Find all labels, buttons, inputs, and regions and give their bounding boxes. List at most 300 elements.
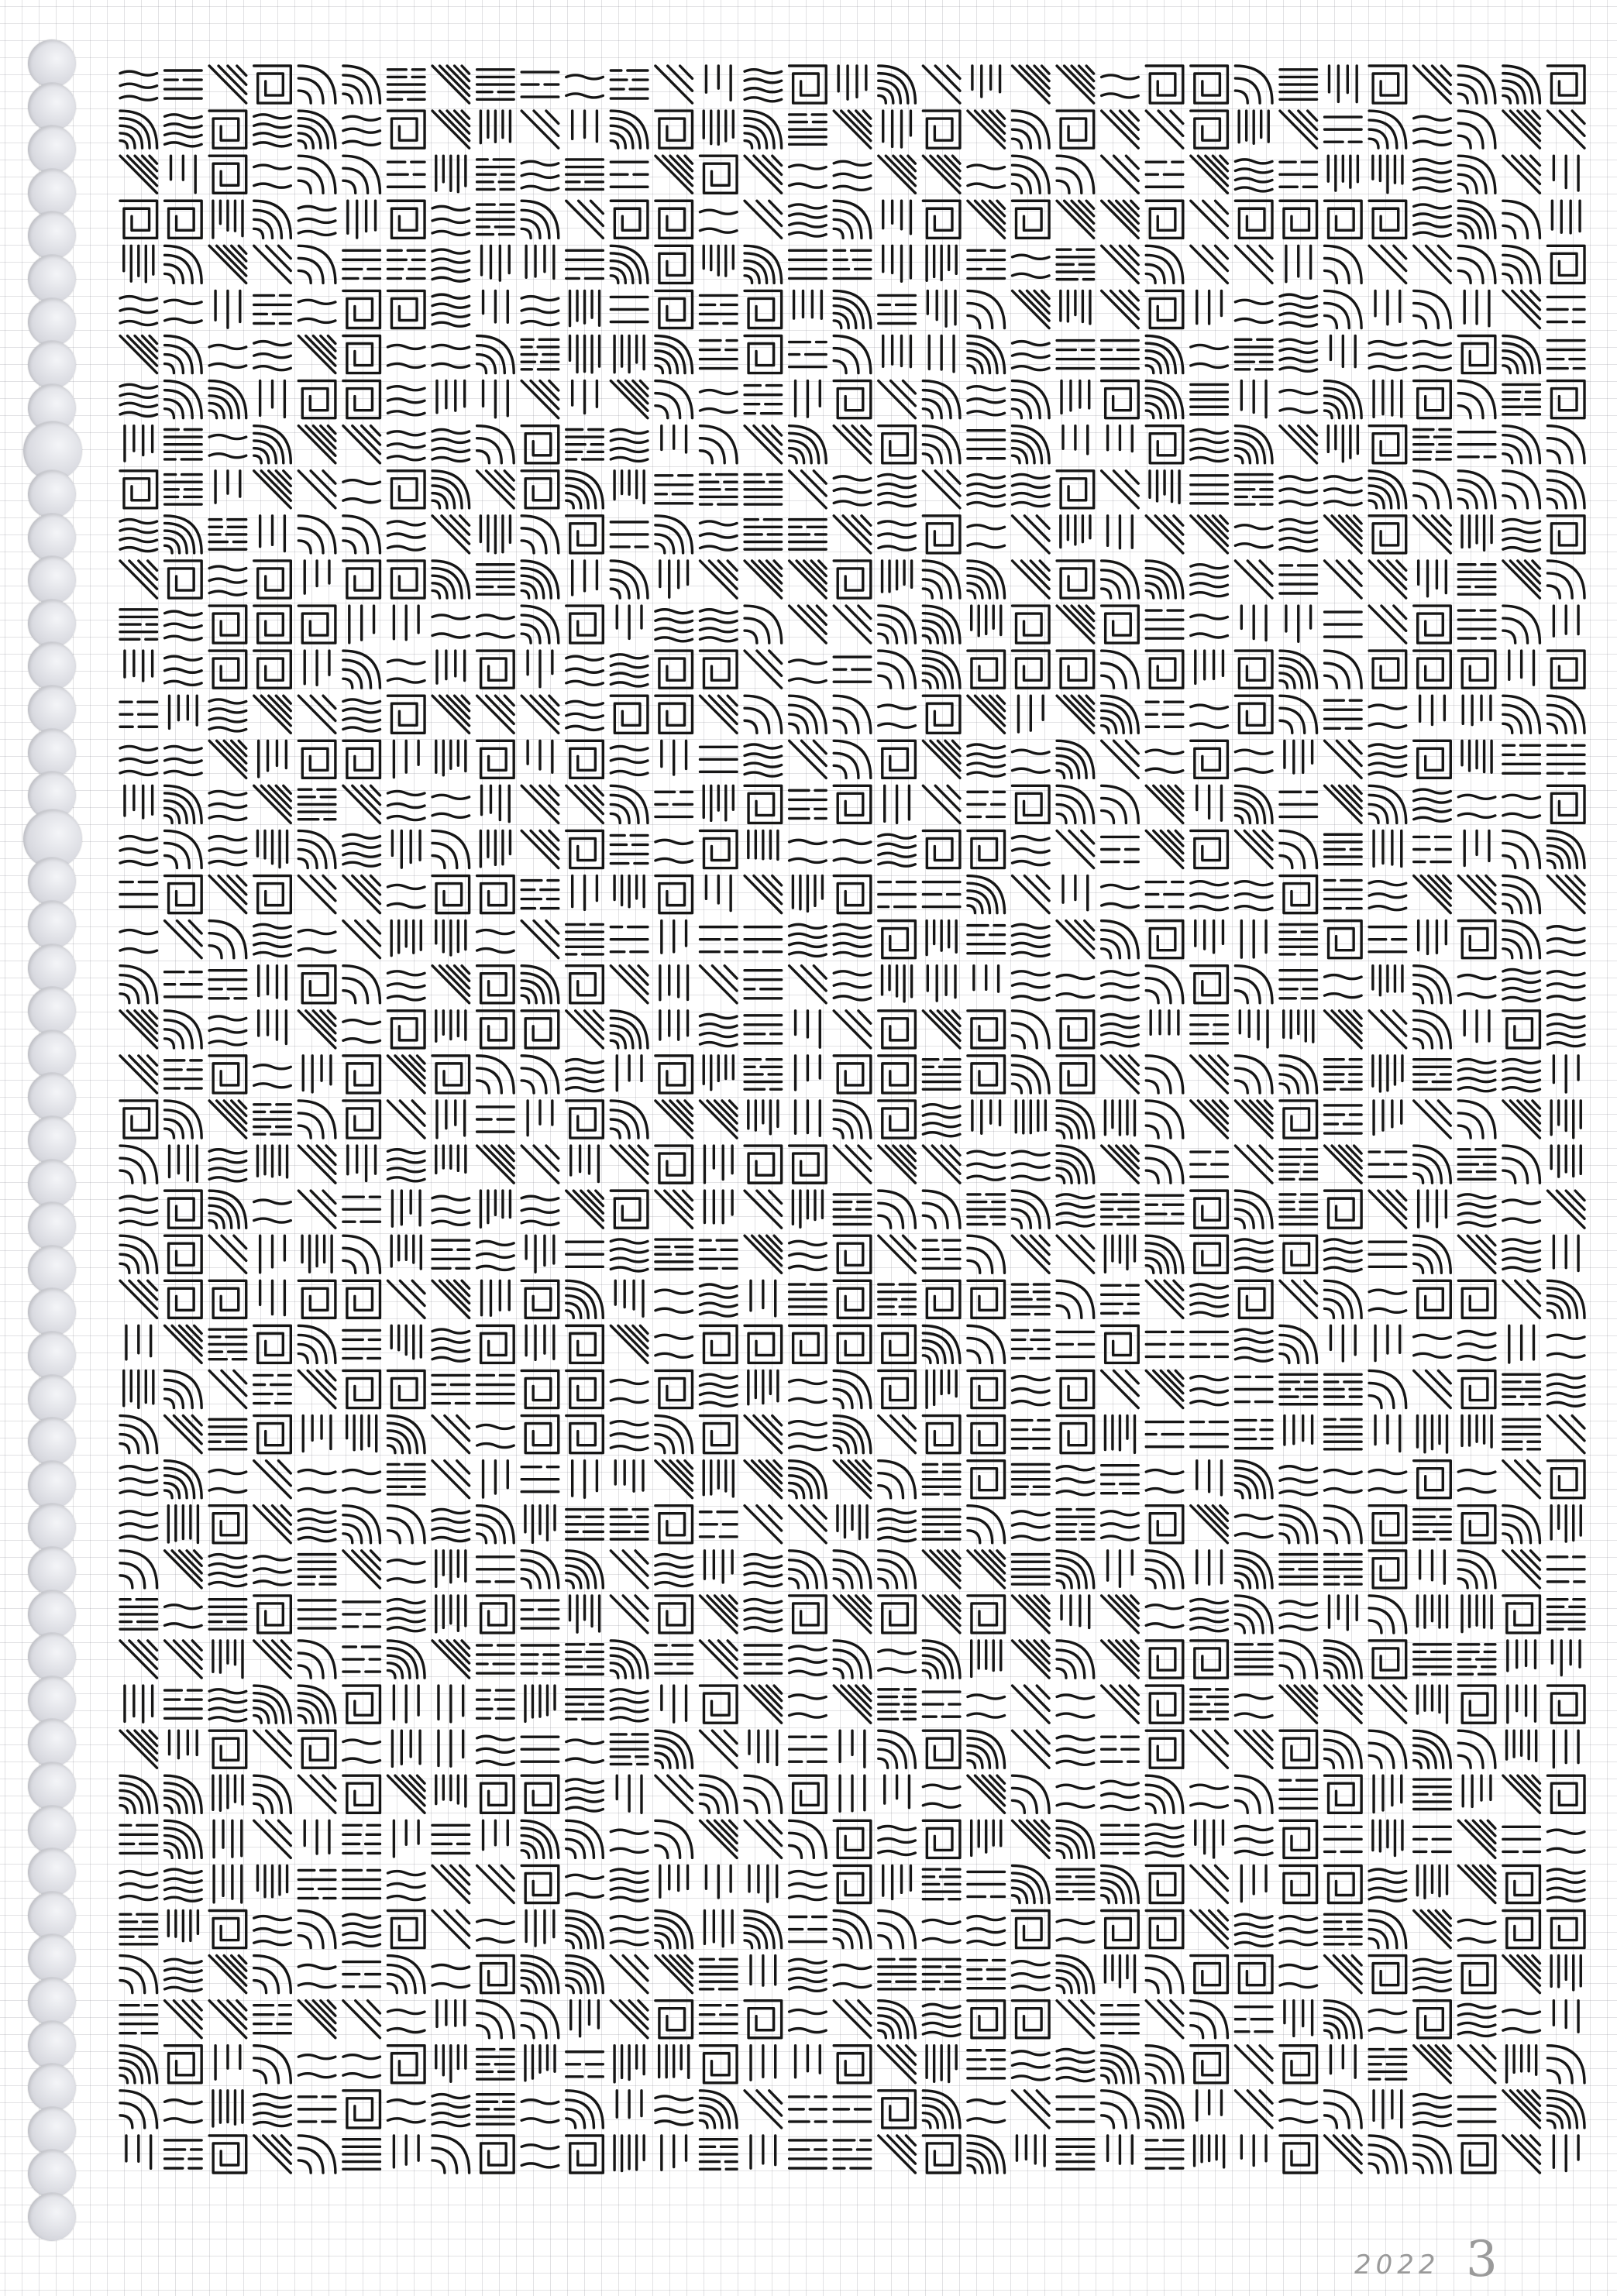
glyph-stroke [700,561,737,598]
glyph-stroke [257,1146,287,1177]
glyph-stroke [1547,1910,1584,1947]
glyph-stroke [521,561,559,598]
glyph-stroke [1325,1686,1362,1723]
glyph-stroke [343,561,380,598]
glyph-stroke [298,300,335,322]
glyph-stroke [611,655,648,686]
glyph-stroke [1280,162,1317,187]
glyph-stroke [477,2095,514,2124]
glyph-stroke [1414,160,1451,191]
glyph-stroke [834,785,871,823]
glyph-stroke [879,426,916,463]
glyph-stroke [209,971,246,998]
binder-hole [28,556,76,604]
glyph-stroke [1108,2136,1133,2164]
glyph-stroke [213,1641,243,1678]
glyph-stroke [968,1236,1005,1273]
glyph-stroke [1547,876,1584,913]
glyph-stroke [387,791,425,820]
glyph-stroke [611,1734,648,1764]
glyph-stroke [209,111,246,148]
glyph-stroke [1191,1236,1228,1273]
glyph-stroke [745,2001,782,2038]
glyph-stroke [794,290,822,318]
glyph-stroke [437,381,465,413]
glyph-stroke [1235,1596,1272,1633]
glyph-stroke [298,696,335,733]
glyph-stroke [655,1146,693,1183]
glyph-stroke [1503,201,1540,238]
glyph-stroke [1414,1827,1451,1851]
glyph-stroke [483,381,508,418]
glyph-stroke [1369,1686,1406,1723]
glyph-stroke [1458,432,1495,457]
glyph-stroke [1325,290,1362,328]
glyph-stroke [879,651,916,688]
glyph-stroke [1547,1191,1584,1228]
glyph-stroke [745,696,782,733]
glyph-stroke [923,1325,960,1363]
glyph-stroke [526,1236,554,1272]
glyph-stroke [298,206,335,235]
glyph-stroke [387,1600,425,1631]
glyph-stroke [521,426,559,463]
glyph-stroke [165,972,202,997]
glyph-stroke [879,1461,916,1498]
glyph-stroke [1414,2001,1451,2038]
glyph-stroke [1013,1961,1050,1990]
glyph-stroke [1191,830,1228,868]
glyph-stroke [1280,476,1317,505]
glyph-stroke [165,876,202,913]
glyph-stroke [477,1865,514,1902]
glyph-stroke [927,2046,956,2082]
glyph-stroke [209,1689,246,1721]
glyph-stroke [477,2136,514,2173]
glyph-stroke [1102,381,1139,418]
glyph-stroke [432,696,470,733]
glyph-stroke [1191,246,1228,283]
glyph-stroke [793,1191,822,1227]
glyph-stroke [927,921,956,955]
glyph-stroke [120,1011,157,1048]
glyph-stroke [1373,1820,1402,1855]
glyph-stroke [436,1551,466,1586]
glyph-stroke [214,1865,242,1902]
glyph-stroke [879,1101,916,1138]
glyph-stroke [885,1775,910,1807]
glyph-stroke [1553,2136,1578,2171]
glyph-stroke [968,1194,1005,1224]
glyph-stroke [923,785,960,823]
glyph-stroke [662,921,686,954]
glyph-stroke [254,246,291,283]
glyph-stroke [480,111,510,143]
glyph-stroke [209,66,246,103]
glyph-stroke [968,2136,1005,2173]
glyph-stroke [1280,1056,1317,1093]
glyph-stroke [521,830,559,868]
glyph-stroke [521,516,559,553]
binder-hole [28,1073,76,1121]
glyph-stroke [1013,1236,1050,1273]
glyph-stroke [436,2046,466,2082]
glyph-stroke [1458,2097,1495,2122]
glyph-stroke [1235,1731,1272,1768]
glyph-stroke [1551,1101,1581,1138]
glyph-stroke [1280,390,1317,413]
glyph-stroke [521,1645,559,1673]
glyph-stroke [1241,921,1266,957]
glyph-stroke [298,1470,335,1493]
glyph-stroke [573,111,597,142]
glyph-stroke [391,1236,421,1269]
glyph-stroke [298,1965,335,1988]
glyph-stroke [298,1280,335,1318]
glyph-stroke [879,1236,916,1273]
binder-hole [28,211,76,260]
glyph-stroke [968,1461,1005,1498]
glyph-stroke [168,1910,198,1940]
glyph-stroke [1285,1416,1313,1445]
glyph-stroke [790,115,827,144]
glyph-stroke [432,966,470,1003]
glyph-stroke [1325,834,1362,864]
glyph-stroke [298,876,335,913]
glyph-stroke [254,1686,291,1723]
glyph-stroke [796,1011,821,1047]
glyph-stroke [120,882,157,907]
glyph-stroke [298,2097,335,2122]
glyph-stroke [1462,1416,1491,1448]
binder-hole [28,1676,76,1724]
glyph-stroke [1191,1422,1228,1447]
glyph-stroke [1553,2001,1578,2033]
glyph-stroke [1547,1686,1584,1723]
glyph-stroke [254,342,291,370]
glyph-stroke [749,1731,777,1765]
glyph-stroke [1102,201,1139,238]
glyph-stroke [1191,1377,1228,1405]
glyph-stroke [566,1875,604,1897]
glyph-stroke [923,561,960,598]
glyph-stroke [343,1825,380,1853]
binder-hole [28,1934,76,1982]
glyph-stroke [1503,1910,1540,1947]
glyph-stroke [1280,1820,1317,1858]
glyph-stroke [1419,921,1447,954]
glyph-stroke [1503,1865,1540,1902]
glyph-stroke [209,1280,246,1318]
glyph-stroke [1013,1056,1050,1093]
glyph-stroke [260,381,285,418]
glyph-stroke [1503,1239,1540,1271]
glyph-stroke [343,1370,380,1408]
glyph-stroke [1419,561,1447,596]
glyph-stroke [477,205,514,234]
glyph-stroke [477,876,514,913]
glyph-stroke [120,1600,157,1629]
glyph-stroke [974,966,999,992]
glyph-stroke [1369,1910,1406,1947]
glyph-stroke [1146,651,1183,688]
glyph-stroke [1507,2046,1536,2082]
glyph-stroke [834,924,871,956]
glyph-stroke [655,840,693,862]
glyph-stroke [745,246,782,283]
glyph-stroke [655,476,693,504]
glyph-stroke [1146,1422,1183,1447]
glyph-stroke [1547,1830,1584,1852]
glyph-stroke [834,876,871,913]
glyph-stroke [171,156,196,193]
glyph-stroke [477,696,514,733]
glyph-stroke [432,615,470,638]
glyph-stroke [700,1775,737,1813]
glyph-stroke [1057,1956,1094,1993]
glyph-stroke [1102,341,1139,369]
glyph-stroke [566,471,604,508]
glyph-stroke [1508,1686,1536,1723]
glyph-stroke [432,249,470,281]
glyph-stroke [209,2136,246,2173]
glyph-stroke [254,1556,291,1585]
glyph-stroke [1280,1325,1317,1363]
glyph-stroke [1547,971,1584,1000]
glyph-stroke [968,1961,1005,1988]
glyph-stroke [521,1011,559,1048]
glyph-stroke [525,1506,555,1543]
glyph-stroke [254,66,291,103]
glyph-stroke [432,1910,470,1947]
glyph-stroke [790,840,827,862]
glyph-stroke [1102,1686,1139,1723]
glyph-stroke [883,111,911,147]
glyph-stroke [1280,2046,1317,2083]
glyph-stroke [573,381,597,414]
glyph-stroke [745,1686,782,1723]
glyph-stroke [790,1461,827,1498]
glyph-stroke [1285,741,1313,773]
glyph-stroke [611,1551,648,1588]
glyph-stroke [254,1956,291,1993]
glyph-stroke [1013,924,1050,956]
glyph-stroke [834,1461,871,1498]
glyph-stroke [611,111,648,148]
glyph-stroke [1146,1195,1183,1223]
glyph-stroke [611,1380,648,1402]
glyph-stroke [298,1101,335,1138]
glyph-stroke [1057,1101,1094,1138]
glyph-stroke [1280,1374,1317,1404]
glyph-stroke [120,2091,157,2128]
glyph-stroke [1197,1551,1222,1585]
glyph-stroke [1286,606,1311,641]
glyph-stroke [477,160,514,189]
glyph-stroke [343,2091,380,2128]
glyph-stroke [1197,785,1222,820]
glyph-stroke [1417,1416,1447,1452]
glyph-stroke [745,1191,782,1228]
glyph-stroke [700,2046,737,2083]
glyph-stroke [1102,156,1139,193]
glyph-stroke [165,2046,202,2083]
glyph-stroke [879,606,916,643]
glyph-stroke [1105,1956,1134,1992]
glyph-stroke [432,429,470,461]
glyph-stroke [1235,1956,1272,1993]
glyph-stroke [120,1641,157,1678]
glyph-stroke [655,1555,693,1586]
glyph-stroke [1235,1914,1272,1946]
glyph-stroke [1325,1374,1362,1404]
glyph-stroke [611,1011,648,1048]
glyph-stroke [1013,290,1050,328]
glyph-stroke [521,1820,559,1858]
glyph-stroke [1063,426,1088,454]
glyph-stroke [1146,1332,1183,1356]
glyph-stroke [343,2055,380,2078]
binder-hole [28,1633,76,1681]
glyph-stroke [1417,1865,1447,1898]
glyph-stroke [1369,561,1406,598]
glyph-stroke [1458,1150,1495,1179]
glyph-stroke [1146,702,1183,727]
glyph-stroke [700,1959,737,1988]
glyph-stroke [1462,741,1491,772]
glyph-stroke [1013,876,1050,913]
glyph-stroke [391,921,421,956]
glyph-stroke [483,1820,508,1849]
glyph-stroke [521,881,559,909]
glyph-stroke [655,1910,693,1947]
glyph-stroke [879,295,916,323]
glyph-stroke [120,1825,157,1853]
glyph-stroke [704,1191,732,1223]
binder-hole [28,125,76,174]
binder-hole [28,1202,76,1250]
glyph-stroke [1146,882,1183,907]
glyph-stroke [1325,2136,1362,2173]
glyph-stroke [1503,921,1540,958]
glyph-stroke [611,1191,648,1228]
glyph-stroke [120,610,157,639]
glyph-stroke [215,2046,240,2079]
glyph-stroke [209,606,246,643]
glyph-stroke [436,1011,466,1041]
glyph-stroke [1547,2046,1584,2083]
glyph-stroke [1240,1011,1268,1047]
glyph-stroke [1325,1827,1362,1851]
glyph-stroke [482,1280,510,1315]
glyph-stroke [1280,1731,1317,1768]
glyph-stroke [1464,830,1489,865]
glyph-stroke [1280,1194,1317,1224]
glyph-stroke [387,971,425,1000]
glyph-stroke [209,1419,246,1449]
glyph-stroke [1369,1596,1406,1633]
glyph-stroke [477,615,514,638]
glyph-stroke [1374,830,1402,866]
glyph-stroke [1013,1464,1050,1493]
glyph-stroke [125,785,153,818]
glyph-stroke [209,876,246,913]
glyph-stroke [1325,1775,1362,1813]
glyph-stroke [1463,696,1491,724]
glyph-stroke [923,2091,960,2128]
glyph-stroke [611,201,648,238]
glyph-stroke [343,876,380,913]
glyph-stroke [923,606,960,643]
glyph-stroke [1325,1731,1362,1768]
glyph-stroke [254,785,291,823]
glyph-stroke [1057,2049,1094,2081]
glyph-stroke [1503,1011,1540,1048]
glyph-stroke [1057,1466,1094,1495]
glyph-stroke [923,1641,960,1678]
glyph-stroke [617,1056,642,1091]
glyph-stroke [1547,1600,1584,1629]
glyph-stroke [1553,1731,1578,1767]
glyph-stroke [704,1461,733,1497]
glyph-stroke [165,2100,202,2122]
glyph-stroke [1330,2046,1355,2078]
glyph-stroke [525,2046,555,2081]
glyph-stroke [436,156,466,192]
glyph-stroke [298,830,335,868]
glyph-stroke [254,2046,291,2083]
glyph-stroke [165,1101,202,1138]
glyph-stroke [968,1916,1005,1945]
glyph-stroke [834,606,871,643]
glyph-stroke [165,1551,202,1588]
glyph-stroke [526,1325,554,1359]
glyph-stroke [879,1370,916,1408]
glyph-stroke [1057,2140,1094,2169]
glyph-stroke [834,657,871,682]
glyph-stroke [477,1241,514,1270]
glyph-stroke [1057,1332,1094,1356]
glyph-stroke [1235,339,1272,369]
glyph-stroke [477,565,514,594]
glyph-stroke [1057,606,1094,643]
glyph-stroke [790,1325,827,1363]
glyph-stroke [298,1509,335,1541]
glyph-stroke [432,345,470,367]
glyph-stroke [521,1280,559,1318]
glyph-stroke [790,561,827,598]
glyph-stroke [1280,1601,1317,1630]
glyph-stroke [1369,471,1406,508]
glyph-stroke [655,1956,693,1993]
glyph-stroke [745,1555,782,1586]
glyph-stroke [347,1416,377,1452]
glyph-stroke [170,1731,198,1758]
glyph-stroke [165,830,202,868]
glyph-stroke [1013,1910,1050,1947]
glyph-stroke [611,1830,648,1852]
glyph-stroke [1235,2046,1272,2083]
glyph-stroke [1458,1645,1495,1674]
glyph-stroke [387,2046,425,2083]
glyph-stroke [745,927,782,952]
glyph-stroke [1458,1332,1495,1360]
glyph-stroke [1374,1775,1402,1812]
glyph-stroke [298,426,335,463]
glyph-stroke [1013,606,1050,643]
glyph-stroke [432,1641,470,1678]
glyph-stroke [1280,1101,1317,1138]
